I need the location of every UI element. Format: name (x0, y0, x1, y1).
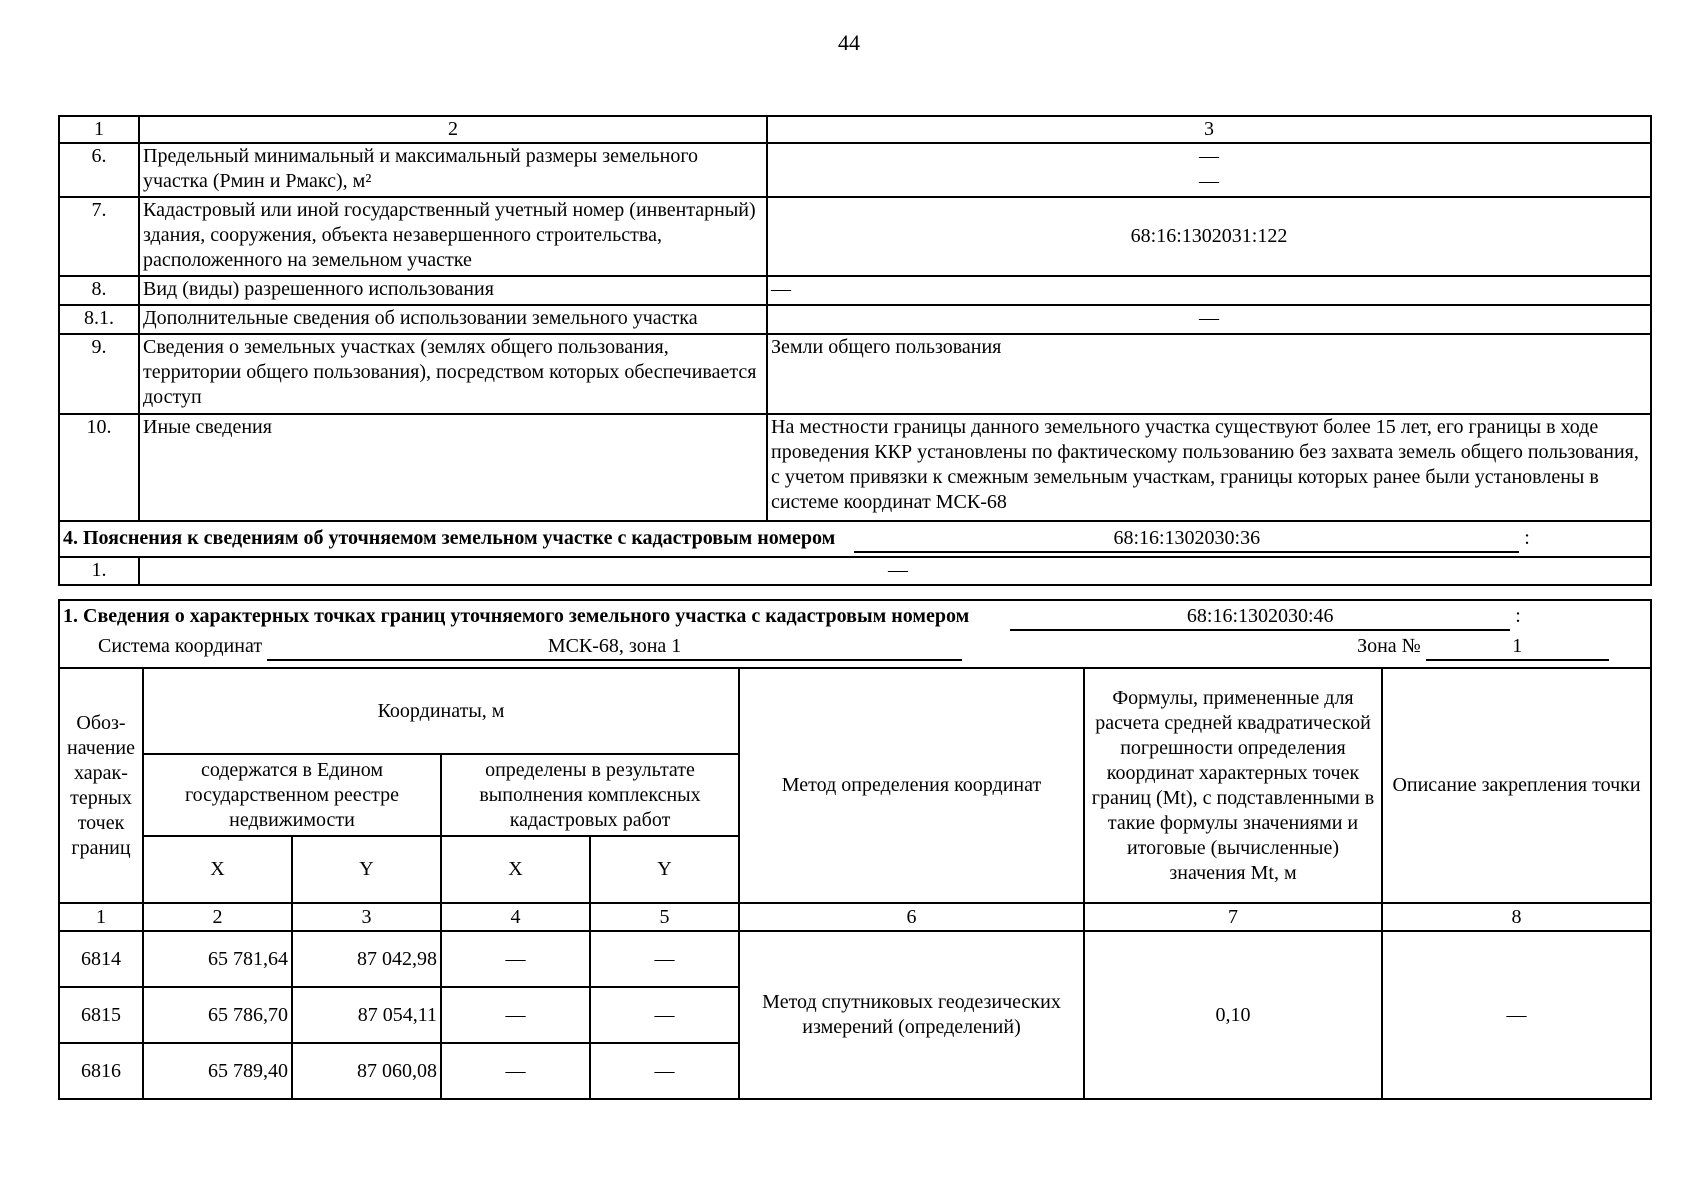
y-header: Y (292, 836, 441, 903)
land-plot-info-table (58, 115, 1652, 586)
section1-cadastral-number: 68:16:1302030:46 (1010, 604, 1510, 631)
column-number: 5 (590, 903, 739, 931)
value-max: — (1199, 170, 1219, 192)
table-row (59, 143, 1651, 197)
point-designation: 6814 (59, 931, 143, 987)
row-value: — (767, 276, 1651, 305)
egrn-y: 87 060,08 (292, 1043, 441, 1099)
row-label: Сведения о земельных участках (землях общего пользования, территории общего пользования), посредством которых обеспечивается доступ (139, 334, 767, 414)
row-value: 68:16:1302031:122 (767, 197, 1651, 276)
column-number: 8 (1382, 903, 1651, 931)
section1-heading (59, 600, 1651, 668)
row-label: Иные сведения (139, 414, 767, 521)
y2-header: Y (590, 836, 739, 903)
column-numbers-row (59, 903, 1651, 931)
row-number: 6. (59, 143, 139, 197)
x-header: X (143, 836, 292, 903)
table-row (59, 334, 1651, 414)
section1-heading-row (59, 600, 1651, 668)
table-row (59, 197, 1651, 276)
kkr-y: — (590, 931, 739, 987)
section1-colon: : (1515, 605, 1521, 627)
row-value: — (767, 305, 1651, 334)
kkr-x: — (441, 931, 590, 987)
column-number: 6 (739, 903, 1084, 931)
kkr-y: — (590, 1043, 739, 1099)
kkr-x: — (441, 1043, 590, 1099)
column-number: 4 (441, 903, 590, 931)
egrn-header: содержатся в Едином государственном реестре недвижимости (143, 754, 441, 836)
description-header: Описание закрепления точки (1382, 668, 1651, 903)
section4-colon: : (1524, 526, 1530, 549)
table-header-row (59, 116, 1651, 143)
row-value-text: — (888, 559, 908, 581)
egrn-x: 65 786,70 (143, 987, 292, 1043)
row-value: Земли общего пользования (767, 334, 1651, 414)
table-row (59, 931, 1651, 987)
row-number: 9. (59, 334, 139, 414)
method-value: Метод спутниковых геодезических измерений (определений) (739, 931, 1084, 1099)
column-number: 1 (59, 903, 143, 931)
egrn-y: 87 054,11 (292, 987, 441, 1043)
table-row (59, 557, 1651, 585)
kkr-header: определены в результате выполнения комплексных кадастровых работ (441, 754, 739, 836)
header-cell: 2 (139, 116, 767, 143)
row-number: 8. (59, 276, 139, 305)
row-value (767, 143, 1651, 197)
coord-system-value: МСК-68, зона 1 (267, 634, 962, 661)
row-label: Вид (виды) разрешенного использования (139, 276, 767, 305)
section4-heading-row (59, 521, 1651, 557)
boundary-points-table (58, 599, 1652, 1100)
mt-value: 0,10 (1084, 931, 1382, 1099)
egrn-x: 65 781,64 (143, 931, 292, 987)
row-value (139, 557, 1651, 585)
header-cell: 3 (767, 116, 1651, 143)
coord-system-label: Система координат (98, 635, 263, 657)
row-number: 8.1. (59, 305, 139, 334)
section4-title: 4. Пояснения к сведениям об уточняемом земельном участке с кадастровым номером (63, 526, 836, 549)
value-min: — (1199, 145, 1219, 167)
table-row (59, 414, 1651, 521)
designation-header: Обоз-начение харак-терных точек границ (59, 668, 143, 903)
point-designation: 6816 (59, 1043, 143, 1099)
formulas-header: Формулы, примененные для расчета средней квадратической погрешности определения координат характерных точек границ (Mt), с подставленными в такие формулы значениями и итоговые (вычисленные) значения Mt, м (1084, 668, 1382, 903)
header-cell: 1 (59, 116, 139, 143)
row-number: 10. (59, 414, 139, 521)
table-row (59, 305, 1651, 334)
section1-title-line (63, 604, 1647, 631)
section4-heading (59, 521, 1651, 557)
row-label: Дополнительные сведения об использовании земельного участка (139, 305, 767, 334)
egrn-y: 87 042,98 (292, 931, 441, 987)
row-label: Предельный минимальный и максимальный размеры земельного участка (Рмин и Рмакс), м² (139, 143, 767, 197)
egrn-x: 65 789,40 (143, 1043, 292, 1099)
point-designation: 6815 (59, 987, 143, 1043)
row-label: Кадастровый или иной государственный учетный номер (инвентарный) здания, сооружения, объекта незавершенного строительства, расположенного на земельном участке (139, 197, 767, 276)
x2-header: X (441, 836, 590, 903)
row-number: 7. (59, 197, 139, 276)
zone-label: Зона № (1357, 635, 1421, 657)
description-value: — (1382, 931, 1651, 1099)
coord-system-line (63, 634, 1647, 661)
section4-cadastral-number: 68:16:1302030:36 (854, 526, 1519, 553)
table-row (59, 276, 1651, 305)
kkr-x: — (441, 987, 590, 1043)
page-number: 44 (838, 30, 860, 55)
column-number: 7 (1084, 903, 1382, 931)
method-header: Метод определения координат (739, 668, 1084, 903)
column-number: 2 (143, 903, 292, 931)
kkr-y: — (590, 987, 739, 1043)
column-number: 3 (292, 903, 441, 931)
row-number: 1. (59, 557, 139, 585)
zone-value: 1 (1426, 634, 1609, 661)
header-row-1 (59, 668, 1651, 754)
coordinates-header: Координаты, м (143, 668, 739, 754)
row-value: На местности границы данного земельного участка существуют более 15 лет, его границы в ходе проведения ККР установлены по фактическому пользованию без захвата земель общего пользования, с учетом привязки к смежным земельным участкам, границы которых ранее были установлены в системе координат МСК-68 (767, 414, 1651, 521)
section1-title: 1. Сведения о характерных точках границ уточняемого земельного участка с кадастровым номером (63, 605, 970, 627)
